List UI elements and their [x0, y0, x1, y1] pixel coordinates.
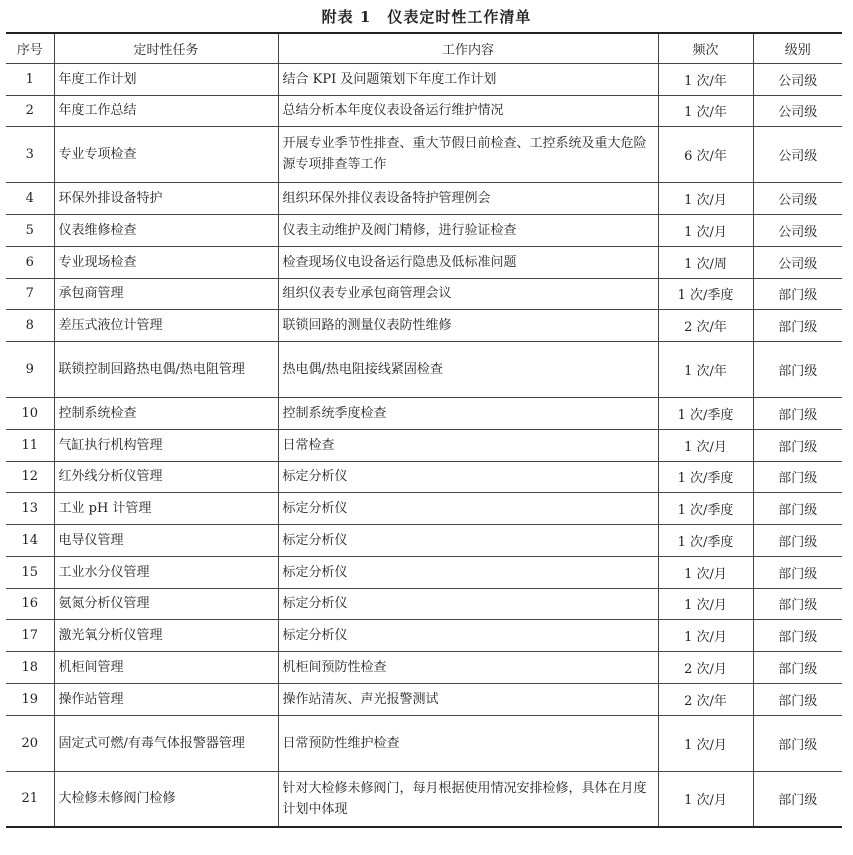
- table-body: [6, 63, 842, 827]
- cell-no: 6: [6, 246, 54, 278]
- cell-frequency: 1 次/季度: [658, 461, 753, 492]
- cell-level: 部门级: [753, 715, 842, 771]
- cell-frequency: 1 次/月: [658, 182, 753, 214]
- cell-level: 部门级: [753, 309, 842, 341]
- cell-frequency: 1 次/季度: [658, 278, 753, 309]
- header-task: 定时性任务: [54, 33, 278, 63]
- cell-frequency: 2 次/月: [658, 651, 753, 683]
- cell-frequency: 1 次/年: [658, 341, 753, 397]
- cell-task: 承包商管理: [54, 278, 278, 309]
- table-row: [6, 556, 842, 588]
- cell-content: 总结分析本年度仪表设备运行维护情况: [278, 95, 658, 126]
- cell-frequency: 1 次/季度: [658, 524, 753, 556]
- cell-frequency: 1 次/月: [658, 715, 753, 771]
- cell-content: 标定分析仪: [278, 556, 658, 588]
- cell-level: 部门级: [753, 397, 842, 429]
- cell-task: 大检修未修阀门检修: [54, 771, 278, 827]
- table-row: [6, 182, 842, 214]
- cell-no: 9: [6, 341, 54, 397]
- cell-level: 公司级: [753, 126, 842, 182]
- cell-task: 工业 pH 计管理: [54, 492, 278, 524]
- cell-content: 结合 KPI 及问题策划下年度工作计划: [278, 63, 658, 95]
- cell-content: 标定分析仪: [278, 461, 658, 492]
- cell-task: 工业水分仪管理: [54, 556, 278, 588]
- cell-task: 红外线分析仪管理: [54, 461, 278, 492]
- cell-task: 机柜间管理: [54, 651, 278, 683]
- cell-level: 部门级: [753, 683, 842, 715]
- cell-task: 年度工作计划: [54, 63, 278, 95]
- cell-level: 部门级: [753, 771, 842, 827]
- cell-content: 检查现场仪电设备运行隐患及低标准问题: [278, 246, 658, 278]
- cell-task: 控制系统检查: [54, 397, 278, 429]
- cell-frequency: 1 次/周: [658, 246, 753, 278]
- cell-content: 针对大检修未修阀门，每月根据使用情况安排检修，具体在月度计划中体现: [278, 771, 658, 827]
- cell-level: 部门级: [753, 341, 842, 397]
- cell-no: 7: [6, 278, 54, 309]
- table-row: [6, 715, 842, 771]
- table-header: [6, 33, 842, 63]
- cell-content: 日常预防性维护检查: [278, 715, 658, 771]
- cell-task: 差压式液位计管理: [54, 309, 278, 341]
- cell-no: 11: [6, 429, 54, 461]
- cell-level: 部门级: [753, 619, 842, 651]
- cell-frequency: 1 次/月: [658, 588, 753, 619]
- cell-frequency: 1 次/月: [658, 556, 753, 588]
- cell-content: 仪表主动维护及阀门精修，进行验证检查: [278, 214, 658, 246]
- cell-no: 21: [6, 771, 54, 827]
- cell-level: 部门级: [753, 588, 842, 619]
- table-row: [6, 588, 842, 619]
- table-row: [6, 429, 842, 461]
- cell-level: 部门级: [753, 556, 842, 588]
- cell-level: 公司级: [753, 214, 842, 246]
- cell-task: 氨氮分析仪管理: [54, 588, 278, 619]
- table-row: [6, 309, 842, 341]
- cell-content: 联锁回路的测量仪表防性维修: [278, 309, 658, 341]
- cell-content: 热电偶/热电阻接线紧固检查: [278, 341, 658, 397]
- cell-content: 标定分析仪: [278, 492, 658, 524]
- cell-no: 17: [6, 619, 54, 651]
- cell-frequency: 1 次/季度: [658, 397, 753, 429]
- cell-no: 8: [6, 309, 54, 341]
- cell-no: 16: [6, 588, 54, 619]
- table-row: [6, 492, 842, 524]
- table-row: [6, 683, 842, 715]
- cell-task: 固定式可燃/有毒气体报警器管理: [54, 715, 278, 771]
- cell-frequency: 2 次/年: [658, 683, 753, 715]
- cell-no: 19: [6, 683, 54, 715]
- cell-task: 专业现场检查: [54, 246, 278, 278]
- cell-task: 仪表维修检查: [54, 214, 278, 246]
- cell-no: 15: [6, 556, 54, 588]
- cell-no: 12: [6, 461, 54, 492]
- cell-frequency: 1 次/年: [658, 95, 753, 126]
- cell-level: 部门级: [753, 278, 842, 309]
- table-row: [6, 63, 842, 95]
- table-title: 附表 1 仪表定时性工作清单: [321, 8, 532, 26]
- cell-no: 4: [6, 182, 54, 214]
- cell-content: 控制系统季度检查: [278, 397, 658, 429]
- cell-task: 气缸执行机构管理: [54, 429, 278, 461]
- cell-level: 部门级: [753, 651, 842, 683]
- cell-content: 开展专业季节性排查、重大节假日前检查、工控系统及重大危险源专项排查等工作: [278, 126, 658, 182]
- cell-level: 公司级: [753, 63, 842, 95]
- header-content: 工作内容: [278, 33, 658, 63]
- cell-task: 激光氧分析仪管理: [54, 619, 278, 651]
- cell-no: 13: [6, 492, 54, 524]
- cell-level: 部门级: [753, 492, 842, 524]
- cell-frequency: 6 次/年: [658, 126, 753, 182]
- cell-level: 公司级: [753, 246, 842, 278]
- cell-task: 联锁控制回路热电偶/热电阻管理: [54, 341, 278, 397]
- table-row: [6, 619, 842, 651]
- cell-frequency: 1 次/月: [658, 214, 753, 246]
- cell-no: 1: [6, 63, 54, 95]
- cell-level: 部门级: [753, 524, 842, 556]
- cell-task: 专业专项检查: [54, 126, 278, 182]
- cell-content: 标定分析仪: [278, 619, 658, 651]
- table-row: [6, 278, 842, 309]
- cell-frequency: 2 次/年: [658, 309, 753, 341]
- cell-no: 20: [6, 715, 54, 771]
- cell-frequency: 1 次/月: [658, 619, 753, 651]
- cell-no: 10: [6, 397, 54, 429]
- cell-content: 机柜间预防性检查: [278, 651, 658, 683]
- table-row: [6, 651, 842, 683]
- cell-task: 电导仪管理: [54, 524, 278, 556]
- table-row: [6, 246, 842, 278]
- cell-task: 操作站管理: [54, 683, 278, 715]
- table-row: [6, 771, 842, 827]
- header-level: 级别: [753, 33, 842, 63]
- cell-no: 14: [6, 524, 54, 556]
- cell-no: 5: [6, 214, 54, 246]
- cell-no: 18: [6, 651, 54, 683]
- cell-content: 标定分析仪: [278, 524, 658, 556]
- cell-no: 3: [6, 126, 54, 182]
- cell-frequency: 1 次/季度: [658, 492, 753, 524]
- cell-task: 环保外排设备特护: [54, 182, 278, 214]
- table-row: [6, 214, 842, 246]
- cell-level: 公司级: [753, 95, 842, 126]
- cell-task: 年度工作总结: [54, 95, 278, 126]
- cell-content: 日常检查: [278, 429, 658, 461]
- cell-frequency: 1 次/月: [658, 429, 753, 461]
- cell-frequency: 1 次/月: [658, 771, 753, 827]
- table-row: [6, 341, 842, 397]
- cell-frequency: 1 次/年: [658, 63, 753, 95]
- cell-level: 公司级: [753, 182, 842, 214]
- table-row: [6, 524, 842, 556]
- table-row: [6, 397, 842, 429]
- cell-level: 部门级: [753, 429, 842, 461]
- cell-no: 2: [6, 95, 54, 126]
- cell-content: 操作站清灰、声光报警测试: [278, 683, 658, 715]
- cell-content: 组织仪表专业承包商管理会议: [278, 278, 658, 309]
- schedule-table: [6, 32, 842, 828]
- header-no: 序号: [6, 33, 54, 63]
- table-row: [6, 95, 842, 126]
- cell-level: 部门级: [753, 461, 842, 492]
- cell-content: 标定分析仪: [278, 588, 658, 619]
- cell-content: 组织环保外排仪表设备特护管理例会: [278, 182, 658, 214]
- table-row: [6, 461, 842, 492]
- table-row: [6, 126, 842, 182]
- header-frequency: 频次: [658, 33, 753, 63]
